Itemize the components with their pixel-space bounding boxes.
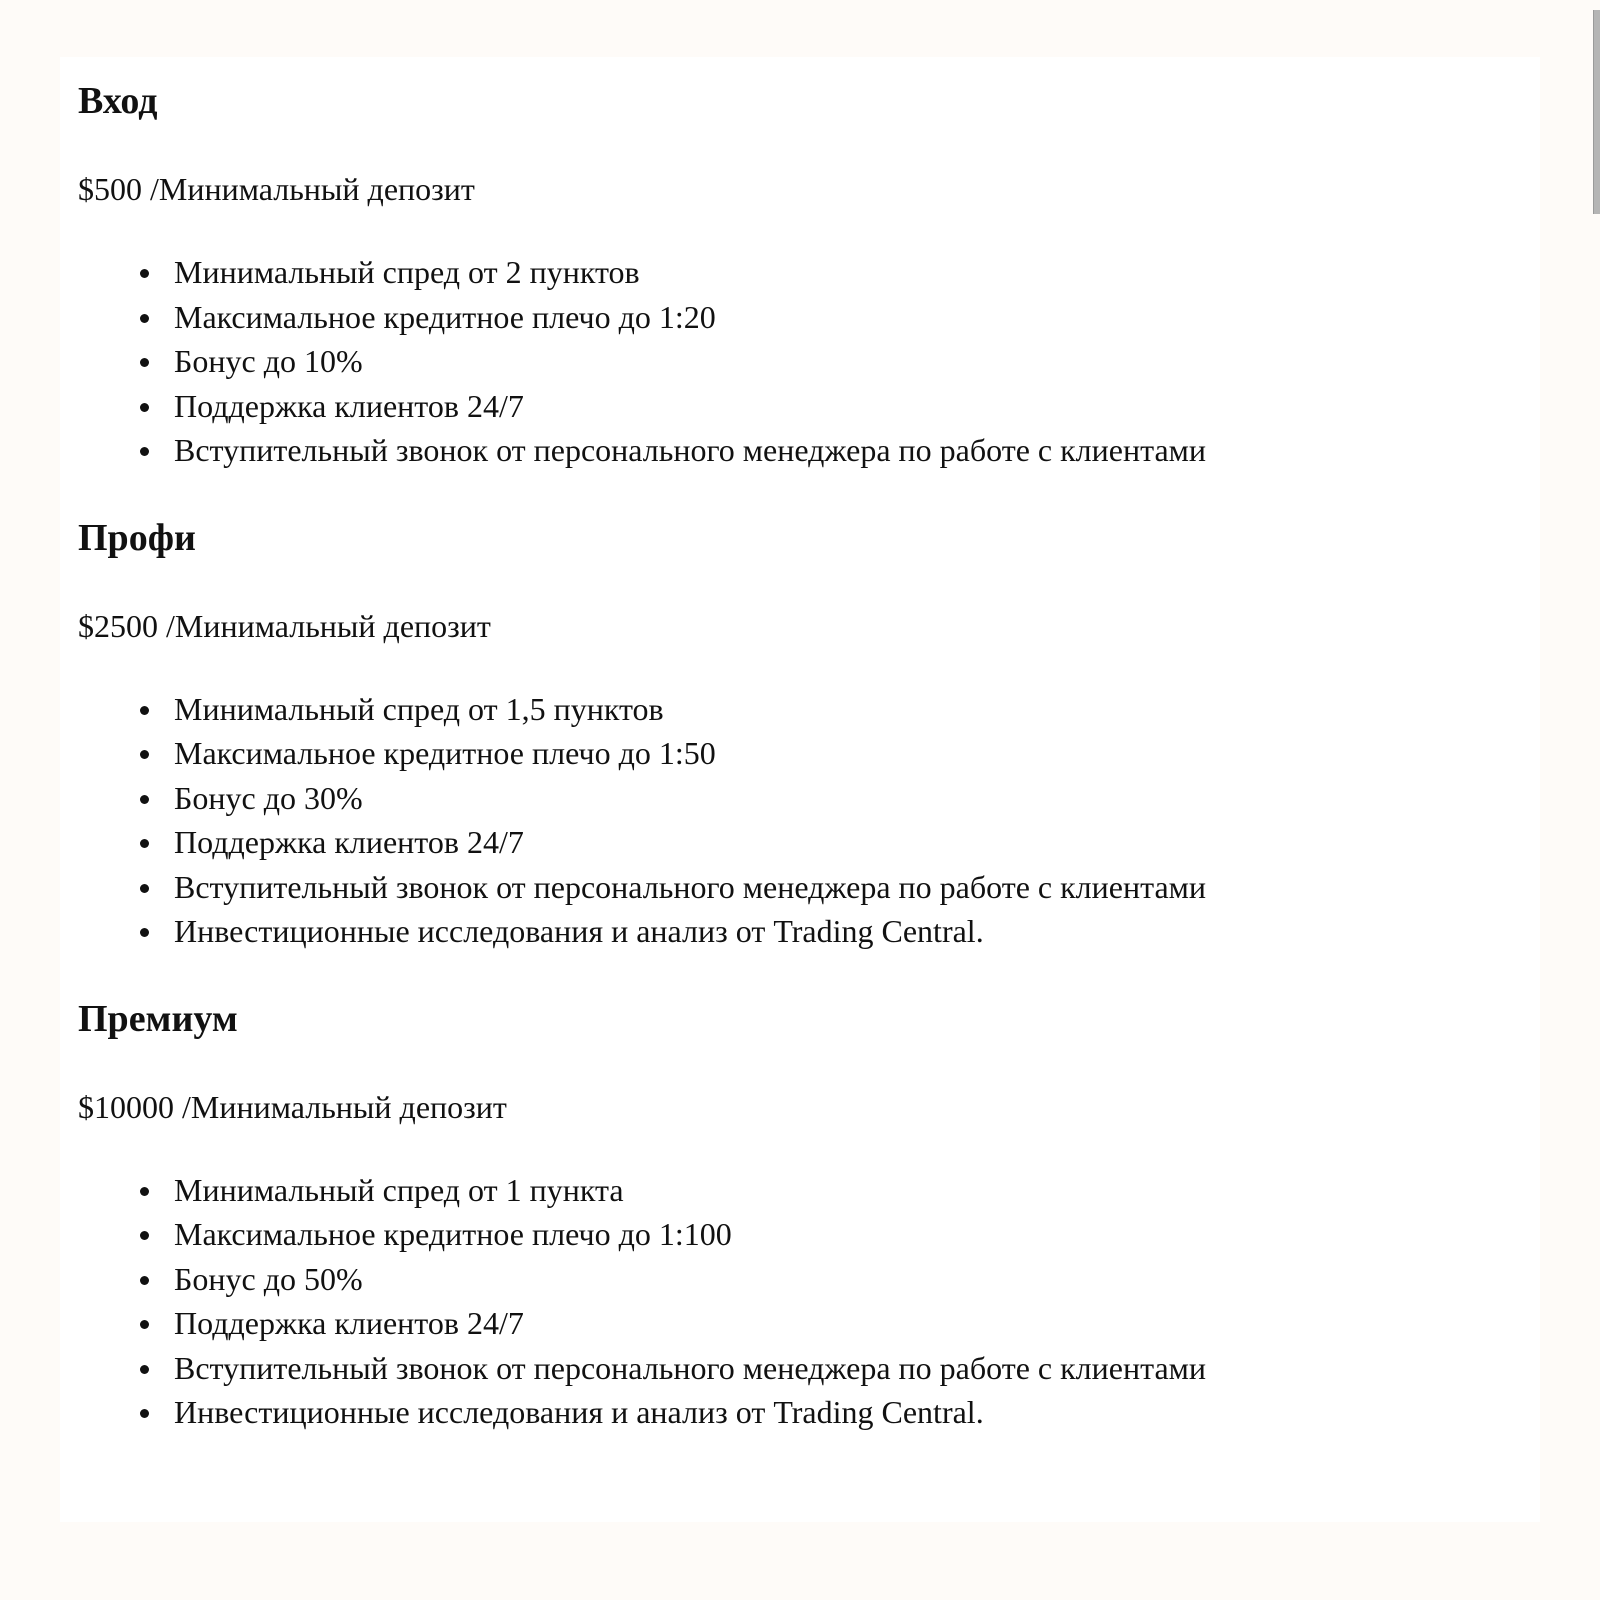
feature-item: Бонус до 50% [174,1257,1522,1302]
plan-title: Вход [78,80,158,122]
feature-item: Вступительный звонок от персонального менеджера по работе с клиентами [174,865,1522,910]
plan-min-deposit: $2500 /Минимальный депозит [78,607,491,644]
feature-item: Инвестиционные исследования и анализ от Trading Central. [174,1390,1522,1435]
plan-features-list [78,687,1522,954]
plan-features-list [78,250,1522,473]
account-plans-card [60,57,1540,1522]
feature-item: Вступительный звонок от персонального менеджера по работе с клиентами [174,1346,1522,1391]
feature-item: Максимальное кредитное плечо до 1:100 [174,1212,1522,1257]
plan-min-deposit: $10000 /Минимальный депозит [78,1088,507,1125]
plan-title: Профи [78,516,196,559]
feature-item: Поддержка клиентов 24/7 [174,820,1522,865]
feature-item: Поддержка клиентов 24/7 [174,384,1522,429]
feature-item: Минимальный спред от 2 пунктов [174,250,1522,295]
plan-title: Премиум [78,997,238,1040]
plan-premium [78,995,1522,1435]
feature-item: Бонус до 30% [174,776,1522,821]
plan-features-list [78,1168,1522,1435]
feature-item: Инвестиционные исследования и анализ от Trading Central. [174,909,1522,954]
plan-pro [78,514,1522,954]
feature-item: Максимальное кредитное плечо до 1:20 [174,295,1522,340]
feature-item: Минимальный спред от 1,5 пунктов [174,687,1522,732]
feature-item: Вступительный звонок от персонального менеджера по работе с клиентами [174,428,1522,473]
plan-entry [78,77,1522,473]
vertical-scrollbar-thumb[interactable] [1593,10,1600,214]
feature-item: Бонус до 10% [174,339,1522,384]
feature-item: Поддержка клиентов 24/7 [174,1301,1522,1346]
feature-item: Минимальный спред от 1 пункта [174,1168,1522,1213]
plan-min-deposit: $500 /Минимальный депозит [78,171,475,207]
feature-item: Максимальное кредитное плечо до 1:50 [174,731,1522,776]
